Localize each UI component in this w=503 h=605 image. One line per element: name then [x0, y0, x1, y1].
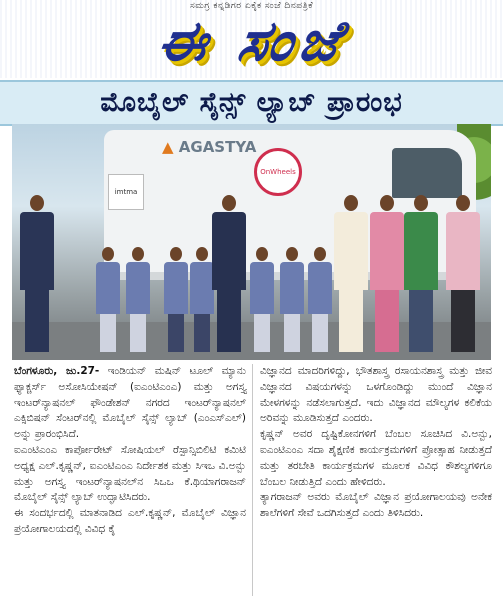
masthead-tagline: ಸಮಗ್ರ ಕನ್ನಡಿಗರ ಏಕೈಕ ಸಂಜೆ ದಿನಪತ್ರಿಕೆ — [189, 1, 314, 11]
triangle-icon: ▲ — [162, 138, 174, 156]
bus-window — [392, 148, 462, 198]
masthead — [0, 0, 503, 78]
article-headline: ಮೊಬೈಲ್ ಸೈನ್ಸ್ ಲ್ಯಾಬ್ ಪ್ರಾರಂಭ — [100, 87, 403, 118]
person-suit — [212, 195, 246, 352]
student — [96, 247, 120, 352]
person-green-shirt — [404, 195, 438, 352]
person-saree — [370, 195, 404, 352]
masthead-title: ಈ ಸಂಜೆ — [153, 9, 350, 74]
news-photo — [12, 124, 491, 360]
person-pink-shirt — [446, 195, 480, 352]
column-divider — [252, 364, 253, 596]
person-saree — [334, 195, 368, 352]
article-paragraph: ವಿಜ್ಞಾನದ ಮಾದರಿಗಳಿದ್ದು, ಭೌತಶಾಸ್ತ್ರ ರಸಾಯನಶಾಸ್ತ್ರ ಮತ್ತು ಜೀವ ವಿಜ್ಞಾನದ ವಿಷಯಗಳನ್ನು ಒಳಗೊಂಡಿದ್ದು ಮುಂದೆ ವಿಜ್ಞಾನ ಮೇಳಗಳನ್ನು ನಡೆಸಲಾಗುತ್ತದೆ. ಇದು ವಿಜ್ಞಾನದ ಮೌಲ್ಯಗಳ ಕಲಿಕೆಯ ಅರಿವನ್ನು ಮೂಡಿಸುತ್ತದೆ ಎಂದರು. — [260, 365, 492, 425]
article-column-left — [14, 364, 246, 602]
person-suit — [20, 195, 54, 352]
dateline: ಬೆಂಗಳೂರು, ಜು.27- — [14, 365, 100, 377]
student — [308, 247, 332, 352]
student — [250, 247, 274, 352]
article-paragraph: ಕೃಷ್ಣನ್ ಅವರ ದೃಷ್ಟಿಕೋನಗಳಿಗೆ ಬೆಂಬಲ ಸೂಚಿಸಿದ ವಿ.ಅನ್ಬು, ಐಎಂಟಿಎಂಎ ಸದಾ ಶೈಕ್ಷಣಿಕ ಕಾರ್ಯಕ್ರಮಗಳಿಗೆ ಪ್ರೋತ್ಸಾಹ ನೀಡುತ್ತದೆ ಮತ್ತು ತರಬೇತಿ ಕಾರ್ಯಕ್ರಮಗಳ ಮೂಲಕ ವಿವಿಧ ಕೌಶಲ್ಯಗಳಿಗೂ ಬೆಂಬಲ ನೀಡುತ್ತಿದೆ ಎಂದು ಹೇಳಿದರು. — [260, 428, 492, 488]
article-paragraph: ತ್ಯಾಗರಾಜನ್ ಅವರು ಮೊಬೈಲ್ ವಿಜ್ಞಾನ ಪ್ರಯೋಗಾಲಯವು ಅನೇಕ ಶಾಲೆಗಳಿಗೆ ಸೇವೆ ಒದಗಿಸುತ್ತದೆ ಎಂದು ತಿಳಿಸಿದರು. — [260, 491, 492, 520]
student — [126, 247, 150, 352]
student — [164, 247, 188, 352]
agastya-logo-text: AGASTYA — [178, 138, 257, 156]
article-paragraph: ಬೆಂಗಳೂರು, ಜು.27- ಇಂಡಿಯನ್ ಮಷಿನ್ ಟೂಲ್ ಮ್ಯಾನು ಫ್ಯಾಕ್ಚರ್ಸ್ ಅಸೋಸಿಯೇಷನ್ (ಐಎಂಟಿಎಂಎ) ಮತ್ತು ಅಗಸ್ತ್ಯ ಇಂಟರ್‌ನ್ಯಾಷನಲ್ ಫೌಂಡೇಶನ್ ನಗರದ ಇಂಟರ್‌ನ್ಯಾಷನಲ್ ಎಕ್ಸಿಬಿಷನ್ ಸೆಂಟರ್‌ನಲ್ಲಿ ಮೊಬೈಲ್ ಸೈನ್ಸ್ ಲ್ಯಾಬ್ (ಎಂಎಸ್‌ಎಲ್) ಅನ್ನು ಪ್ರಾರಂಭಿಸಿದೆ. — [14, 365, 246, 441]
student — [190, 247, 214, 352]
headline-band — [0, 80, 503, 126]
student — [280, 247, 304, 352]
article-paragraph: ಈ ಸಂದರ್ಭದಲ್ಲಿ ಮಾತನಾಡಿದ ಎಲ್.ಕೃಷ್ಣನ್, ಮೊಬೈಲ್ ವಿಜ್ಞಾನ ಪ್ರಯೋಗಾಲಯದಲ್ಲಿ ವಿವಿಧ ಕೈ — [14, 507, 246, 535]
article-paragraph: ಐಎಂಟಿಎಂಎ ಕಾರ್ಪೋರೇಟ್ ಸೋಷಿಯಲ್ ರೆಸ್ಪಾನ್ಸಿಬಿಲಿಟಿ ಕಮಿಟಿ ಅಧ್ಯಕ್ಷ ಎಲ್.ಕೃಷ್ಣನ್, ಐಎಂಟಿಎಂಎ ನಿರ್ದೇಶಕ ಮತ್ತು ಸಿಇಒ ವಿ.ಅನ್ಬು ಮತ್ತು ಅಗಸ್ತ್ಯ ಇಂಟರ್‌ನ್ಯಾಷನಲ್‌ನ ಸಿಒಒ ಕೆ.ಥಿಯಾಗರಾಜನ್ ಮೊಬೈಲ್ ಸೈನ್ಸ್ ಲ್ಯಾಬ್ ಉದ್ಘಾಟಿಸಿದರು. — [14, 443, 246, 504]
agastya-logo — [162, 138, 256, 156]
wheels-badge: OnWheels — [254, 148, 302, 196]
imtma-logo: imtma — [108, 174, 144, 210]
article-column-right — [260, 364, 492, 602]
article-body — [14, 364, 492, 602]
